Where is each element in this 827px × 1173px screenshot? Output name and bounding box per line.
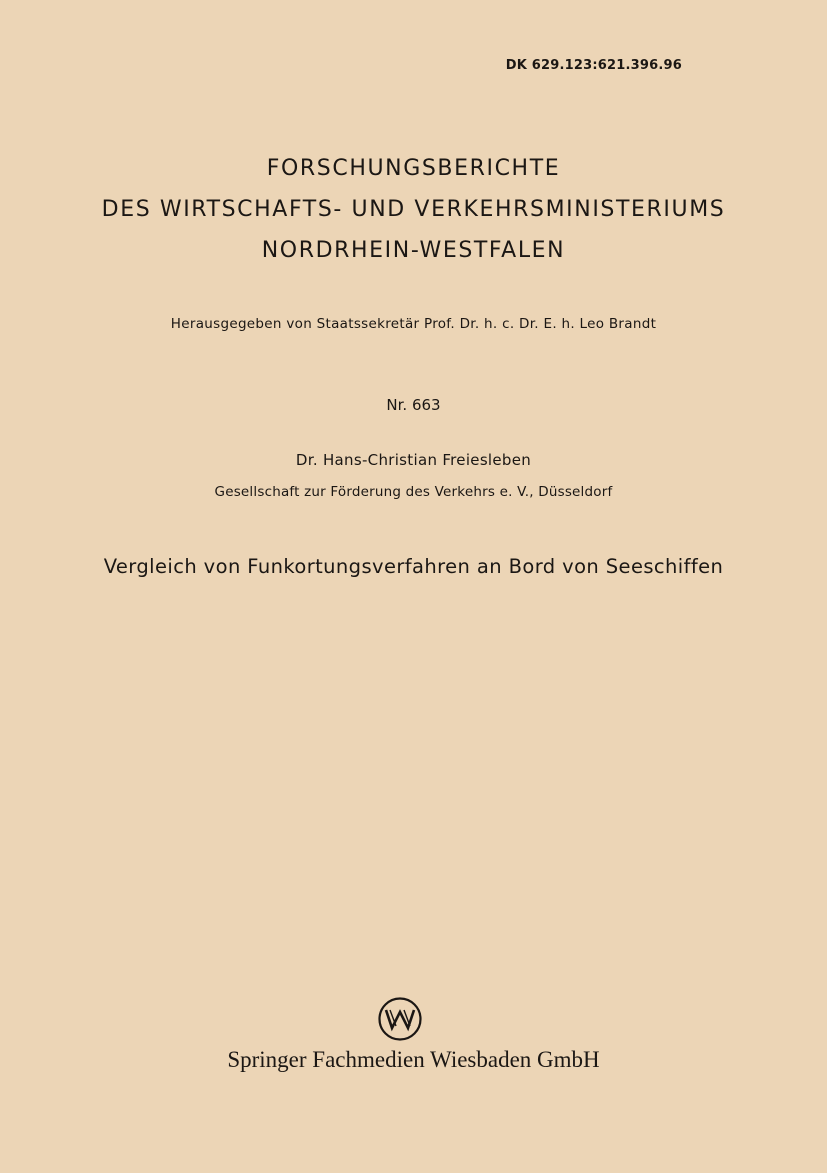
series-title [0,148,827,271]
author-name: Dr. Hans-Christian Freiesleben [295,451,532,469]
springer-vw-logo-icon [377,996,423,1042]
editor-line: Herausgegeben von Staatssekretär Prof. Dr. h. c. Dr. E. h. Leo Brandt [170,316,657,332]
series-title-line-1: FORSCHUNGSBERICHTE [266,156,561,181]
author-affiliation: Gesellschaft zur Förderung des Verkehrs e. V., Düsseldorf [214,484,613,500]
series-title-line-3: NORDRHEIN-WESTFALEN [261,238,566,263]
classification-code: DK 629.123:621.396.96 [505,58,682,73]
report-number: Nr. 663 [386,396,441,414]
publisher-name: Springer Fachmedien Wiesbaden GmbH [227,1047,600,1072]
report-title: Vergleich von Funkortungsverfahren an Bord von Seeschiffen [103,555,724,578]
series-title-line-2: DES WIRTSCHAFTS- UND VERKEHRSMINISTERIUMS [101,197,726,222]
